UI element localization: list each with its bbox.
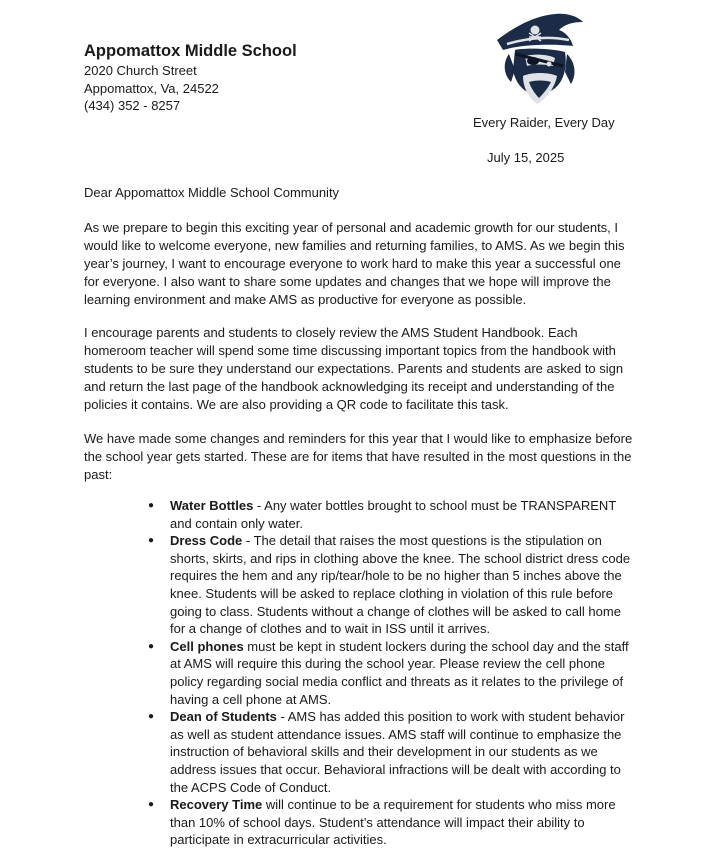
list-item-dress-code [170, 532, 670, 638]
bullet-text: will continue to be a requirement for students who miss more [262, 797, 616, 813]
text-line: having a cell phone at AMS. [170, 691, 332, 707]
address-street: 2020 Church Street [84, 63, 197, 78]
text-line: knee. Students will be asked to replace clothing in violation of this rule before [170, 585, 613, 601]
text-line [170, 796, 670, 814]
text-line: for a change of clothes and to wait in ISS until it arrives. [170, 621, 491, 637]
text-line: as well as student attendance issues. AMS staff will continue to emphasize the [170, 726, 622, 742]
list-item-dean-of-students [170, 708, 670, 796]
text-line: policy regarding social media conflict and threats as it relates to the privilege of [170, 673, 624, 689]
bullet-text: - Any water bottles brought to school must be TRANSPARENT [253, 498, 617, 513]
text-line: homeroom teacher will spend some time discussing important topics from the handbook with [84, 343, 616, 358]
text-line: address issues that occur. Behavioral infractions will be dealt with according to [170, 761, 621, 777]
school-motto: Every Raider, Every Day [473, 115, 615, 130]
bullet-term: Water Bottles [170, 498, 254, 513]
list-item-recovery-time [170, 796, 670, 849]
text-line [170, 497, 670, 515]
paragraph-handbook [84, 324, 684, 414]
bullet-term: Dress Code [170, 533, 243, 549]
text-line: going to class. Students without a change of clothes will be asked to call home [170, 603, 621, 619]
text-line: and contain only water. [170, 515, 303, 531]
list-item-water-bottles [170, 497, 670, 532]
text-line: instruction of behavioral skills and their development in our students as we [170, 744, 598, 760]
text-line [170, 532, 670, 550]
bullet-term: Dean of Students [170, 709, 277, 725]
text-line: shorts, skirts, and rips in clothing above the knee. The school district dress code [170, 550, 631, 566]
bullet-text: must be kept in student lockers during the school day and the staff [243, 638, 629, 654]
bullet-text: - The detail that raises the most questions is the stipulation on [242, 533, 602, 549]
text-line: the school year gets started. These are for items that have resulted in the most questions in the [84, 449, 632, 464]
text-line: the ACPS Code of Conduct. [170, 779, 332, 795]
reminder-list [170, 497, 670, 849]
text-line: policies it contains. We are also providing a QR code to facilitate this task. [84, 397, 509, 412]
text-line: and return the last page of the handbook acknowledging its receipt and understanding of the [84, 379, 615, 394]
bullet-text: - AMS has added this position to work with student behavior [276, 709, 625, 725]
text-line: than 10% of school days. Student’s attendance will impact their ability to [170, 814, 585, 830]
bullet-term: Cell phones [170, 638, 244, 654]
text-line: would like to welcome everyone, new families and returning families, to AMS. As we begin this [84, 238, 625, 253]
text-line: requires the hem and any rip/tear/hole to be no higher than 5 inches above the [170, 568, 622, 584]
text-line: We have made some changes and reminders for this year that I would like to emphasize before [84, 431, 633, 446]
text-line: learning environment and make AMS as productive for everyone as possible. [84, 292, 527, 307]
bullet-term: Recovery Time [170, 797, 263, 813]
phone-number: (434) 352 - 8257 [84, 98, 181, 113]
text-line: at AMS will require this during the school year. Please review the cell phone [170, 656, 606, 672]
address-city: Appomattox, Va, 24522 [84, 81, 219, 96]
salutation: Dear Appomattox Middle School Community [84, 185, 340, 200]
text-line: I encourage parents and students to closely review the AMS Student Handbook. Each [84, 325, 578, 340]
paragraph-changes [84, 430, 684, 484]
text-line: past: [84, 467, 113, 482]
text-line: As we prepare to begin this exciting year of personal and academic growth for our students, I [84, 220, 619, 235]
text-line [170, 708, 670, 726]
text-line: participate in extracurricular activities. [170, 832, 387, 848]
text-line: year’s journey, I want to encourage everyone to work hard to make this year a successful one [84, 256, 621, 271]
pirate-mascot-icon [493, 10, 585, 106]
text-line: for everyone. I also want to share some updates and changes that we hope will improve the [84, 274, 611, 289]
text-line: students to be sure they understand our expectations. Parents and students are asked to sign [84, 361, 624, 376]
school-name: Appomattox Middle School [84, 42, 297, 60]
text-line [170, 638, 670, 656]
list-item-cell-phones [170, 638, 670, 708]
paragraph-welcome [84, 219, 684, 309]
letter-date: July 15, 2025 [487, 150, 565, 165]
